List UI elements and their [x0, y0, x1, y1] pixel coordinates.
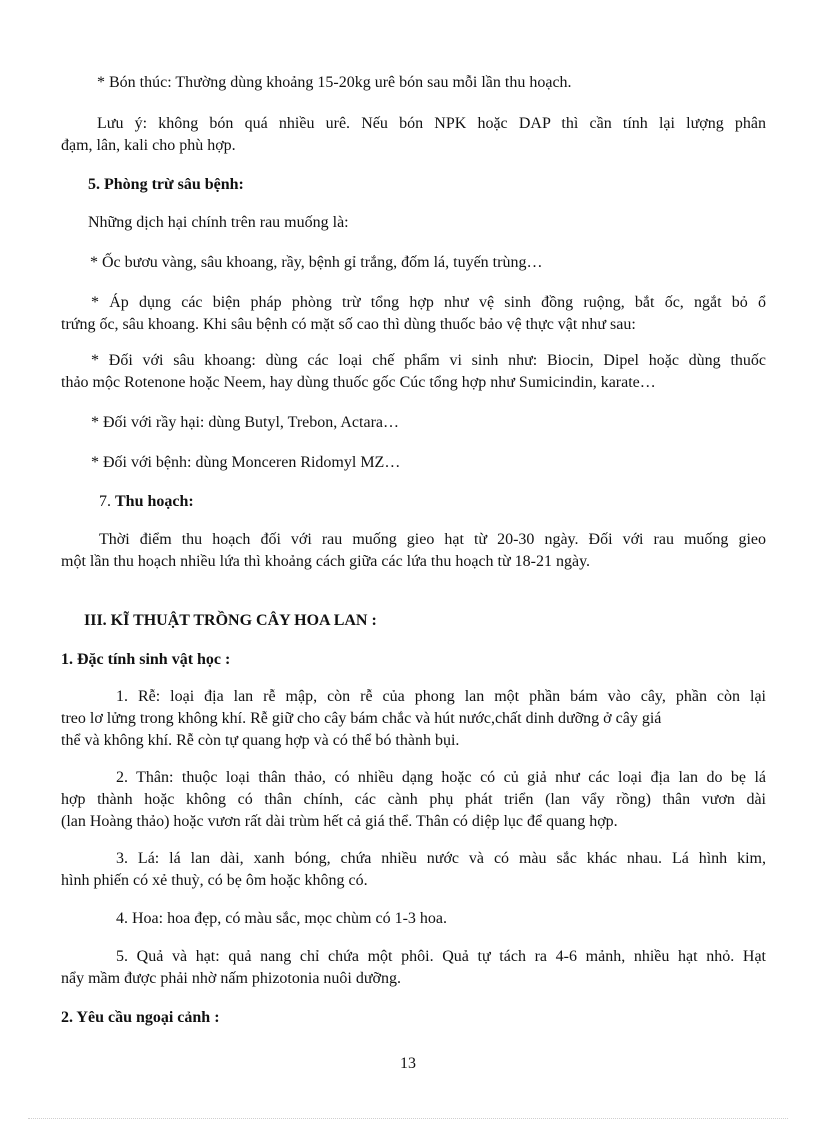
text-line: 2. Thân: thuộc loại thân thảo, có nhiều dạng hoặc có củ giả như các loại địa lan do bẹ lá	[116, 769, 766, 786]
text-line: * Ốc bươu vàng, sâu khoang, rầy, bệnh gỉ trắng, đốm lá, tuyến trùng…	[90, 254, 543, 271]
page-bottom-divider	[28, 1118, 788, 1119]
text-line: * Áp dụng các biện pháp phòng trừ tổng hợp như vệ sinh đồng ruộng, bắt ốc, ngắt bỏ ổ	[91, 294, 766, 311]
section-heading: 5. Phòng trừ sâu bệnh:	[88, 176, 244, 193]
text-line: một lần thu hoạch nhiều lứa thì khoảng cách giữa các lứa thu hoạch từ 18-21 ngày.	[61, 553, 591, 570]
text-line: Lưu ý: không bón quá nhiều urê. Nếu bón NPK hoặc DAP thì cần tính lại lượng phân	[97, 115, 766, 132]
text-line: * Đối với bệnh: dùng Monceren Ridomyl MZ…	[91, 454, 401, 471]
text-line: 1. Rễ: loại địa lan rễ mập, còn rễ của phong lan một phần bám vào cây, phần còn lại	[116, 688, 766, 705]
section-heading-line	[99, 491, 194, 513]
text-line: 5. Quả và hạt: quả nang chỉ chứa một phôi. Quả tự tách ra 4-6 mảnh, nhiều hạt nhỏ. Hạt	[116, 948, 766, 965]
page-number: 13	[400, 1055, 416, 1072]
text-line: (lan Hoàng thảo) hoặc vươn rất dài trùm hết cả giá thể. Thân có diệp lục để quang hợp.	[61, 813, 618, 830]
chapter-heading: III. KĨ THUẬT TRỒNG CÂY HOA LAN :	[84, 612, 377, 629]
section-number: 7.	[99, 493, 111, 510]
text-line: nẩy mầm được phải nhờ nấm phizotonia nuôi dưỡng.	[61, 970, 401, 987]
text-line: Những dịch hại chính trên rau muống là:	[88, 214, 349, 231]
text-line: hợp thành hoặc không có thân chính, các cành phụ phát triển (lan vẩy rồng) thân vươn dài	[61, 791, 766, 808]
text-line: thể và không khí. Rễ còn tự quang hợp và có thể bó thành bụi.	[61, 732, 460, 749]
section-heading: Thu hoạch:	[115, 493, 194, 510]
text-line: đạm, lân, kali cho phù hợp.	[61, 137, 236, 154]
text-line: hình phiến có xẻ thuỳ, có bẹ ôm hoặc không có.	[61, 872, 368, 889]
text-line: 3. Lá: lá lan dài, xanh bóng, chứa nhiều nước và có màu sắc khác nhau. Lá hình kim,	[116, 850, 766, 867]
text-line: Thời điểm thu hoạch đối với rau muống gieo hạt từ 20-30 ngày. Đối với rau muống gieo	[99, 531, 766, 548]
text-line: treo lơ lửng trong không khí. Rễ giữ cho cây bám chắc và hút nước,chất dinh dưỡng ở cây giá	[61, 710, 662, 727]
text-line: * Đối với sâu khoang: dùng các loại chế phẩm vi sinh như: Biocin, Dipel hoặc dùng thuốc	[91, 352, 766, 369]
text-line: * Đối với rầy hại: dùng Butyl, Trebon, Actara…	[91, 414, 399, 431]
text-line: 4. Hoa: hoa đẹp, có màu sắc, mọc chùm có 1-3 hoa.	[116, 910, 448, 927]
text-line: thảo mộc Rotenone hoặc Neem, hay dùng thuốc gốc Cúc tổng hợp như Sumicindin, karate…	[61, 374, 656, 391]
section-heading: 2. Yêu cầu ngoại cảnh :	[61, 1009, 220, 1026]
text-line: * Bón thúc: Thường dùng khoảng 15-20kg urê bón sau mỗi lần thu hoạch.	[97, 74, 572, 91]
section-heading: 1. Đặc tính sinh vật học :	[61, 651, 231, 668]
text-line: trứng ốc, sâu khoang. Khi sâu bệnh có mặt số cao thì dùng thuốc bảo vệ thực vật như sau:	[61, 316, 636, 333]
